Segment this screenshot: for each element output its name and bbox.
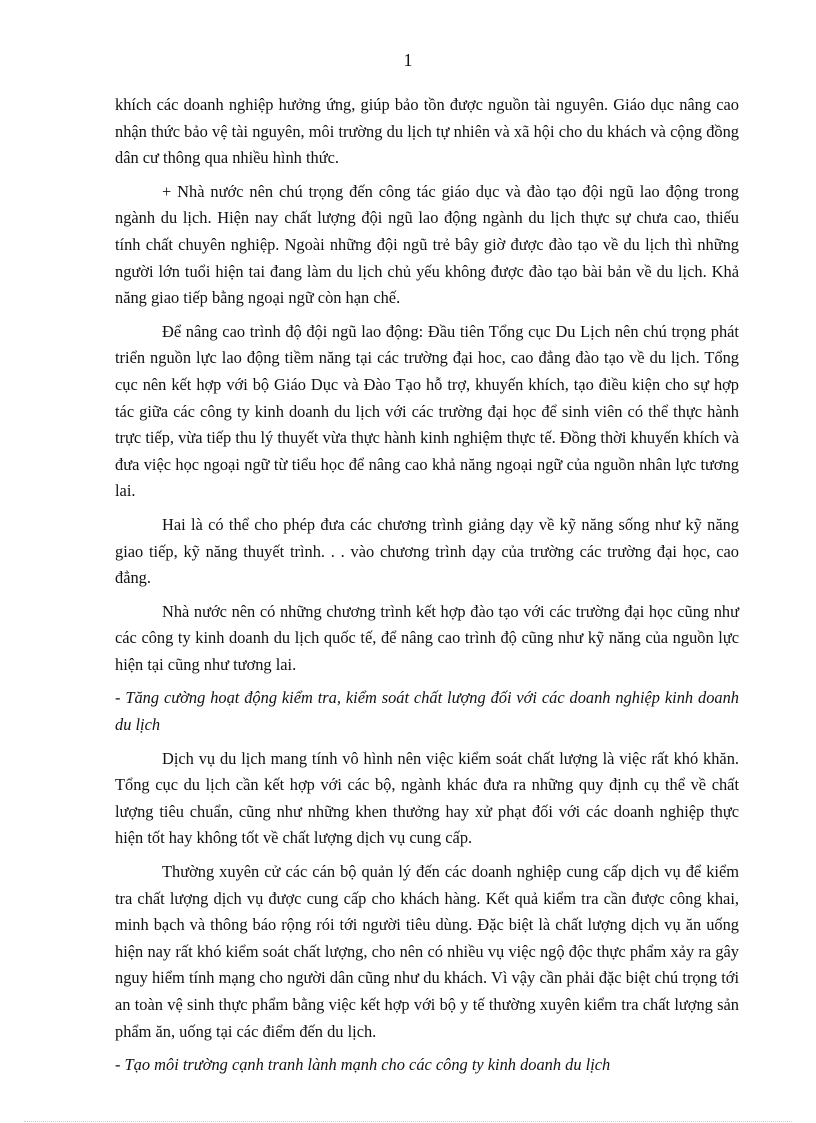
paragraph-regular-inspection: Thường xuyên cử các cán bộ quản lý đến các doanh nghiệp cung cấp dịch vụ để kiểm tra chất lượng dịch vụ được cung cấp cho khách hàng. Kết quả kiểm tra cần được công khai, minh bạch và thông báo rộng rói tới người tiêu dùng. Đặc biệt là chất lượng dịch vụ ăn uống hiện nay rất khó kiểm soát chất lượng, cho nên có nhiều vụ việc ngộ độc thực phẩm xảy ra gây nguy hiểm tính mạng cho người dân cũng như du khách. Vì vậy cần phải đặc biệt chú trọng tới an toàn vệ sinh thực phẩm bằng việc kết hợp với bộ y tế thường xuyên kiểm tra chất lượng sản phẩm ăn, uống tại các điểm đến du lịch.	[115, 862, 739, 1041]
paragraph-raise-qualification: Để nâng cao trình độ đội ngũ lao động: Đầu tiên Tổng cục Du Lịch nên chú trọng phát triển nguồn lực lao động tiềm năng tại các trường đại hoc, cao đẳng đào tạo về du lịch. Tổng cục nên kết hợp với bộ Giáo Dục và Đào Tạo hỗ trợ, khuyến khích, tạo điều kiện cho sự hợp tác giữa các công ty kinh doanh du lịch với các trường đại học để sinh viên có thể thực hành trực tiếp, vừa tiếp thu lý thuyết vừa thực hành kinh nghiệm thực tế. Đồng thời khuyến khích và đưa việc học ngoại ngữ từ tiểu học để nâng cao khả năng ngoại ngữ của nguồn nhân lực tương lai.	[115, 321, 739, 501]
page-bottom-divider	[24, 1121, 792, 1122]
paragraph-workforce-training: + Nhà nước nên chú trọng đến công tác giáo dục và đào tạo đội ngũ lao động trong ngành du lịch. Hiện nay chất lượng đội ngũ lao động ngành du lịch thực sự chưa cao, thiếu tính chất chuyên nghiệp. Ngoài những đội ngũ trẻ bây giờ được đào tạo về du lịch thì những người lớn tuổi hiện tai đang làm du lịch chủ yếu không được đào tạo bài bản về du lịch. Khả năng giao tiếp bằng ngoại ngữ còn hạn chế.	[115, 181, 739, 308]
document-body	[115, 92, 739, 1086]
section-heading-quality-control: - Tăng cường hoạt động kiểm tra, kiểm soát chất lượng đối với các doanh nghiệp kinh doanh du lịch	[115, 688, 739, 735]
page-number: 1	[403, 50, 413, 70]
section-heading-healthy-competition: - Tạo môi trường cạnh tranh lành mạnh cho các công ty kinh doanh du lịch	[115, 1055, 611, 1075]
paragraph-life-skills: Hai là có thể cho phép đưa các chương trình giảng dạy về kỹ năng sống như kỹ năng giao tiếp, kỹ năng thuyết trình. . . vào chương trình dạy của trường các trường đại học, cao đẳng.	[115, 514, 739, 588]
paragraph-intangible-service: Dịch vụ du lịch mang tính vô hình nên việc kiểm soát chất lượng là việc rất khó khăn. Tổng cục du lịch cần kết hợp với các bộ, ngành khác đưa ra những quy định cụ thể về chất lượng tiêu chuẩn, cũng như những khen thưởng hay xử phạt đối với các doanh nghiệp thực hiện tốt hay không tốt về chất lượng dịch vụ cung cấp.	[115, 748, 739, 848]
paragraph-continuation: khích các doanh nghiệp hưởng ứng, giúp bảo tồn được nguồn tài nguyên. Giáo dục nâng cao nhận thức bảo vệ tài nguyên, môi trường du lịch tự nhiên và xã hội cho du khách và cộng đồng dân cư thông qua nhiều hình thức.	[115, 95, 739, 168]
paragraph-international-cooperation: Nhà nước nên có những chương trình kết hợp đào tạo với các trường đại học cũng như các công ty kinh doanh du lịch quốc tế, để nâng cao trình độ cũng như kỹ năng của nguồn lực hiện tại cũng như tương lai.	[115, 601, 739, 674]
